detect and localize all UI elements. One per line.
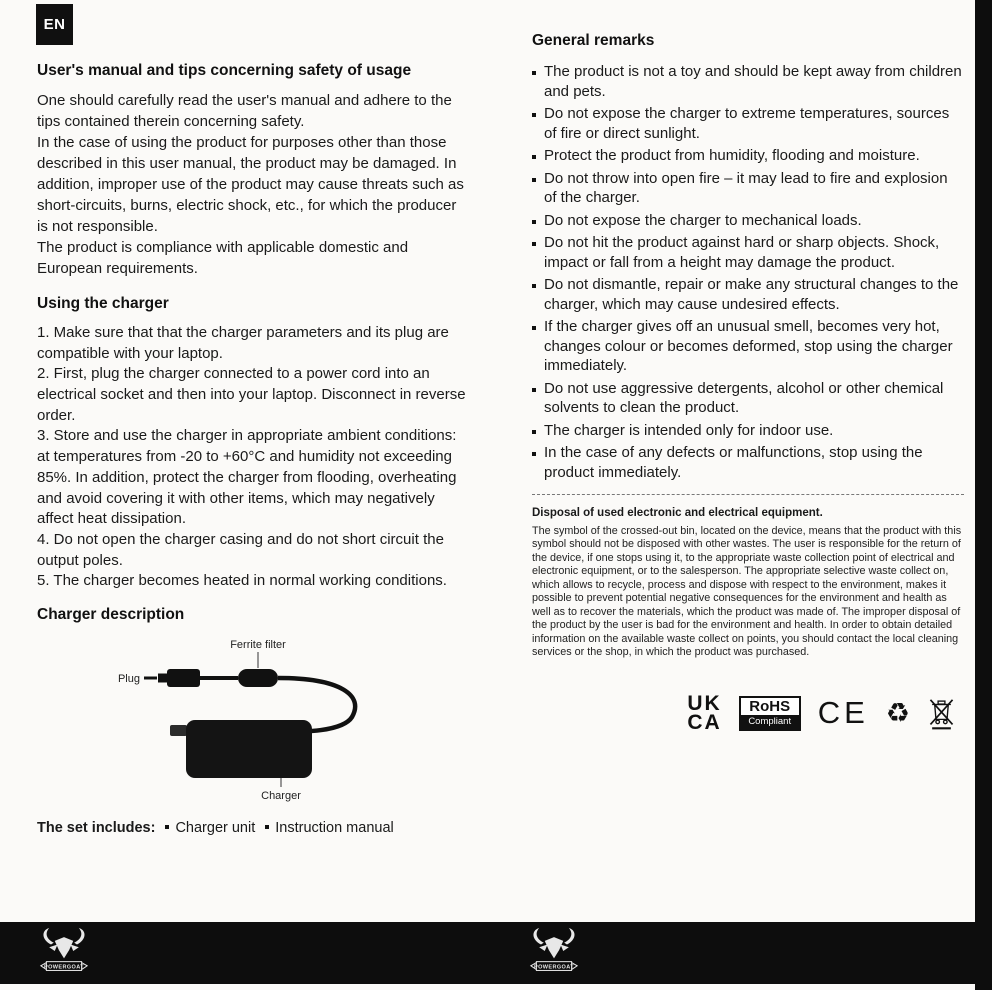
bullet-icon [532,242,536,246]
bullet-icon [532,430,536,434]
bullet-icon [532,452,536,456]
page-edge-strip [975,0,992,990]
plug-tip-shape [158,673,167,682]
dashed-divider [532,494,964,495]
set-item [165,820,255,836]
weee-bin-icon [927,696,956,730]
left-column [37,62,467,836]
using-heading: Using the charger [37,295,169,312]
remark-text: In the case of any defects or malfunctions, stop using the product immediately. [544,444,923,481]
bullet-icon [265,825,269,829]
remark-text: Do not expose the charger to extreme temperatures, sources of fire or direct sunlight. [544,105,950,142]
remarks-heading: General remarks [532,32,655,49]
right-column [532,32,964,735]
remark-text: Do not dismantle, repair or make any structural changes to the charger, which may cause undesired effects. [544,276,959,313]
dc-connector-shape [170,725,187,736]
disposal-heading: Disposal of used electronic and electrical equipment. [532,507,823,519]
using-step: 1. Make sure that that the charger parameters and its plug are compatible with your laptop. [37,324,449,362]
plug-body-shape [167,669,200,687]
footer-band [0,922,992,984]
list-item [532,169,964,208]
brand-text: POWERGOAT [534,964,574,971]
bullet-icon [532,388,536,392]
ferrite-filter-label: Ferrite filter [230,638,286,651]
disposal-body: The symbol of the crossed-out bin, located on the device, means that the product with this symbol should not be disposed with other wastes. The user is responsible for the return of the device, if one stops using it, to the appropriate waste collection point of electrical and electronic equipment, or to the salesperson. The appropriate selective waste collect on, which allows to recycle, process and dispose with respect to the environment, makes it possible to prevent potential negative consequences for the environment and health as well as to recover the materials, which the product was made of. The improper disposal of the product by the user is bad for the environment and health. In order to obtain detailed information on the available waste collect on points, you should contact the local cleaning services or the shop, in which the product was purchased. [532,525,962,659]
safety-body: One should carefully read the user's manual and adhere to the tips contained therein concerning safety. In the case of using the product for purposes other than those described in this user manual, the product may be damaged. In addition, improper use of the product may cause threats such as short-circuits, burns, electric shock, etc., for which the producer is not responsible. The product is compliance with applicable domestic and European requirements. [37,92,464,277]
remark-text: Do not hit the product against hard or sharp objects. Shock, impact or fall from a height may damage the product. [544,234,940,271]
remark-text: The charger is intended only for indoor use. [544,421,834,439]
safety-heading: User's manual and tips concerning safety of usage [37,62,412,79]
list-item [532,443,964,482]
plug-label: Plug [117,672,140,685]
general-remarks-list [532,62,964,482]
bullet-icon [165,825,169,829]
ukca-mark [687,691,722,735]
recycle-icon: ♻ [885,697,910,729]
rohs-subtitle: Compliant [741,715,799,729]
list-item [532,62,964,101]
using-step: 4. Do not open the charger casing and do not short circuit the output poles. [37,530,444,569]
bullet-icon [532,71,536,75]
using-step: 3. Store and use the charger in appropriate ambient conditions: at temperatures from -20 to +60°C and humidity not exceeding 85%. In addition, protect the charger from flooding, overheating and avoid covering it with other items, which may negatively affect heat dissipation. [37,427,457,528]
charger-label: Charger [261,789,301,802]
bullet-icon [532,178,536,182]
powergoat-logo [528,926,580,981]
list-item [532,275,964,314]
set-item-text: Charger unit [175,819,256,836]
list-item [532,211,964,231]
using-step: 5. The charger becomes heated in normal working conditions. [37,572,447,590]
remark-text: The product is not a toy and should be kept away from children and pets. [544,63,962,100]
rohs-mark [739,696,801,731]
bullet-icon [532,220,536,224]
powergoat-logo [38,926,90,981]
bullet-icon [532,326,536,330]
using-steps [37,323,467,592]
description-heading: Charger description [37,605,185,623]
brand-text: POWERGOAT [44,964,84,971]
list-item [532,104,964,143]
ukca-line2: CA [687,711,722,735]
remark-text: Do not expose the charger to mechanical loads. [544,211,862,229]
ferrite-filter-shape [238,669,278,687]
list-item [532,233,964,272]
charger-diagram [37,634,467,806]
rohs-title: RoHS [749,697,791,715]
bullet-icon [532,155,536,159]
set-item-text: Instruction manual [275,819,394,836]
set-includes-label: The set includes: [37,819,156,836]
list-item [532,421,964,441]
set-includes-row [37,820,467,836]
list-item [532,317,964,376]
remark-text: If the charger gives off an unusual smell, becomes very hot, changes colour or becomes deformed, stop using the charger immediately. [544,318,953,374]
ce-mark: CE [817,695,869,731]
ukca-line1: UK [687,691,722,715]
language-badge: EN [36,4,73,45]
using-step: 2. First, plug the charger connected to a power cord into an electrical socket and then into your laptop. Disconnect in reverse order. [37,365,466,424]
bullet-icon [532,113,536,117]
list-item [532,146,964,166]
bullet-icon [532,284,536,288]
remark-text: Do not use aggressive detergents, alcohol or other chemical solvents to clean the product. [544,379,944,416]
remark-text: Protect the product from humidity, flooding and moisture. [544,147,920,164]
set-item [265,820,393,836]
list-item [532,379,964,418]
compliance-logos-row [532,691,964,735]
remark-text: Do not throw into open fire – it may lead to fire and explosion of the charger. [544,169,948,206]
charger-brick-shape [186,720,312,778]
